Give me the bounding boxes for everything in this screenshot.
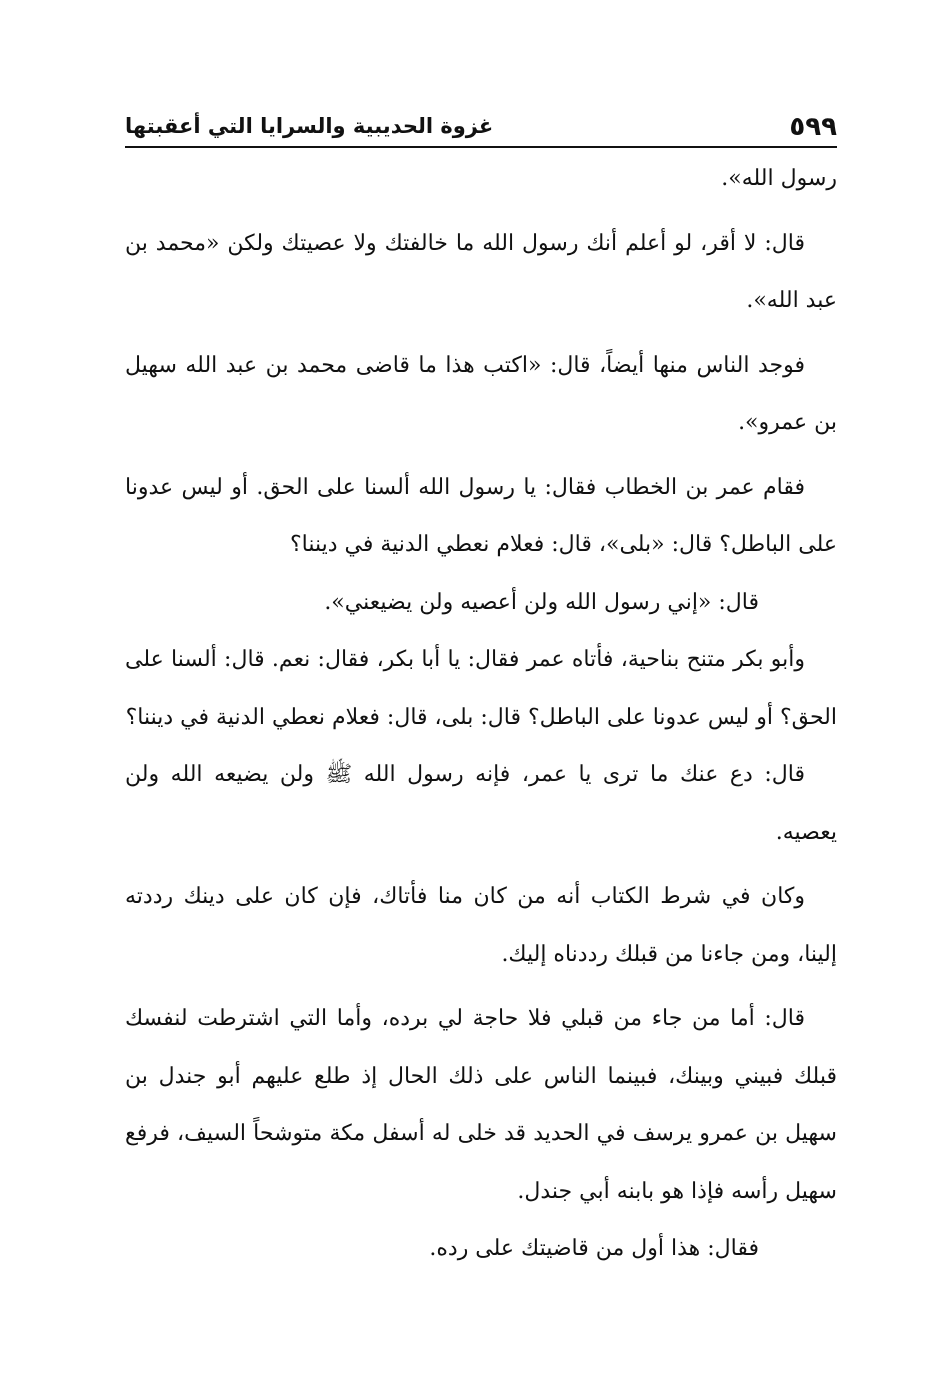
paragraph: قال: لا أقر، لو أعلم أنك رسول الله ما خالفتك ولا عصيتك ولكن «محمد بن عبد الله». [125, 230, 837, 313]
paragraph: فوجد الناس منها أيضاً، قال: «اكتب هذا ما قاضى محمد بن عبد الله سهيل بن عمرو». [125, 352, 837, 435]
running-title: غزوة الحديبية والسرايا التي أعقبتها [125, 114, 494, 138]
paragraph: رسول الله». [721, 166, 837, 191]
paragraph: قال: دع عنك ما ترى يا عمر، فإنه رسول الله ﷺ ولن يضيعه الله ولن يعصيه. [125, 762, 837, 845]
page-number: ٥٩٩ [789, 112, 837, 142]
body-text [125, 150, 837, 1278]
paragraph: فقام عمر بن الخطاب فقال: يا رسول الله ألسنا على الحق. أو ليس عدونا على الباطل؟ قال: «بلى»، قال: فعلام نعطي الدنية في ديننا؟ [125, 474, 837, 557]
paragraph: وأبو بكر متنح بناحية، فأتاه عمر فقال: يا أبا بكر، فقال: نعم. قال: ألسنا على الحق؟ أو ليس عدونا على الباطل؟ قال: بلى، قال: فعلام نعطي الدنية في ديننا؟ [125, 647, 837, 730]
paragraph: قال: «إني رسول الله ولن أعصيه ولن يضيعني». [324, 589, 759, 615]
page-header [125, 108, 837, 148]
paragraph: قال: أما من جاء من قبلي فلا حاجة لي برده، وأما التي اشترطت لنفسك قبلك فبيني وبينك، فبينما الناس على ذلك الحال إذ طلع عليهم أبو جندل بن سهيل بن عمرو يرسف في الحديد قد خلى له أسفل مكة متوشحاً السيف، فرفع سهيل رأسه فإذا هو بابنه أبي جندل. [125, 1006, 837, 1204]
paragraph: وكان في شرط الكتاب أنه من كان منا فأتاك، فإن كان على دينك رددته إلينا، ومن جاءنا من قبلك رددناه إليك. [125, 884, 837, 967]
paragraph: فقال: هذا أول من قاضيتك على رده. [429, 1236, 759, 1261]
